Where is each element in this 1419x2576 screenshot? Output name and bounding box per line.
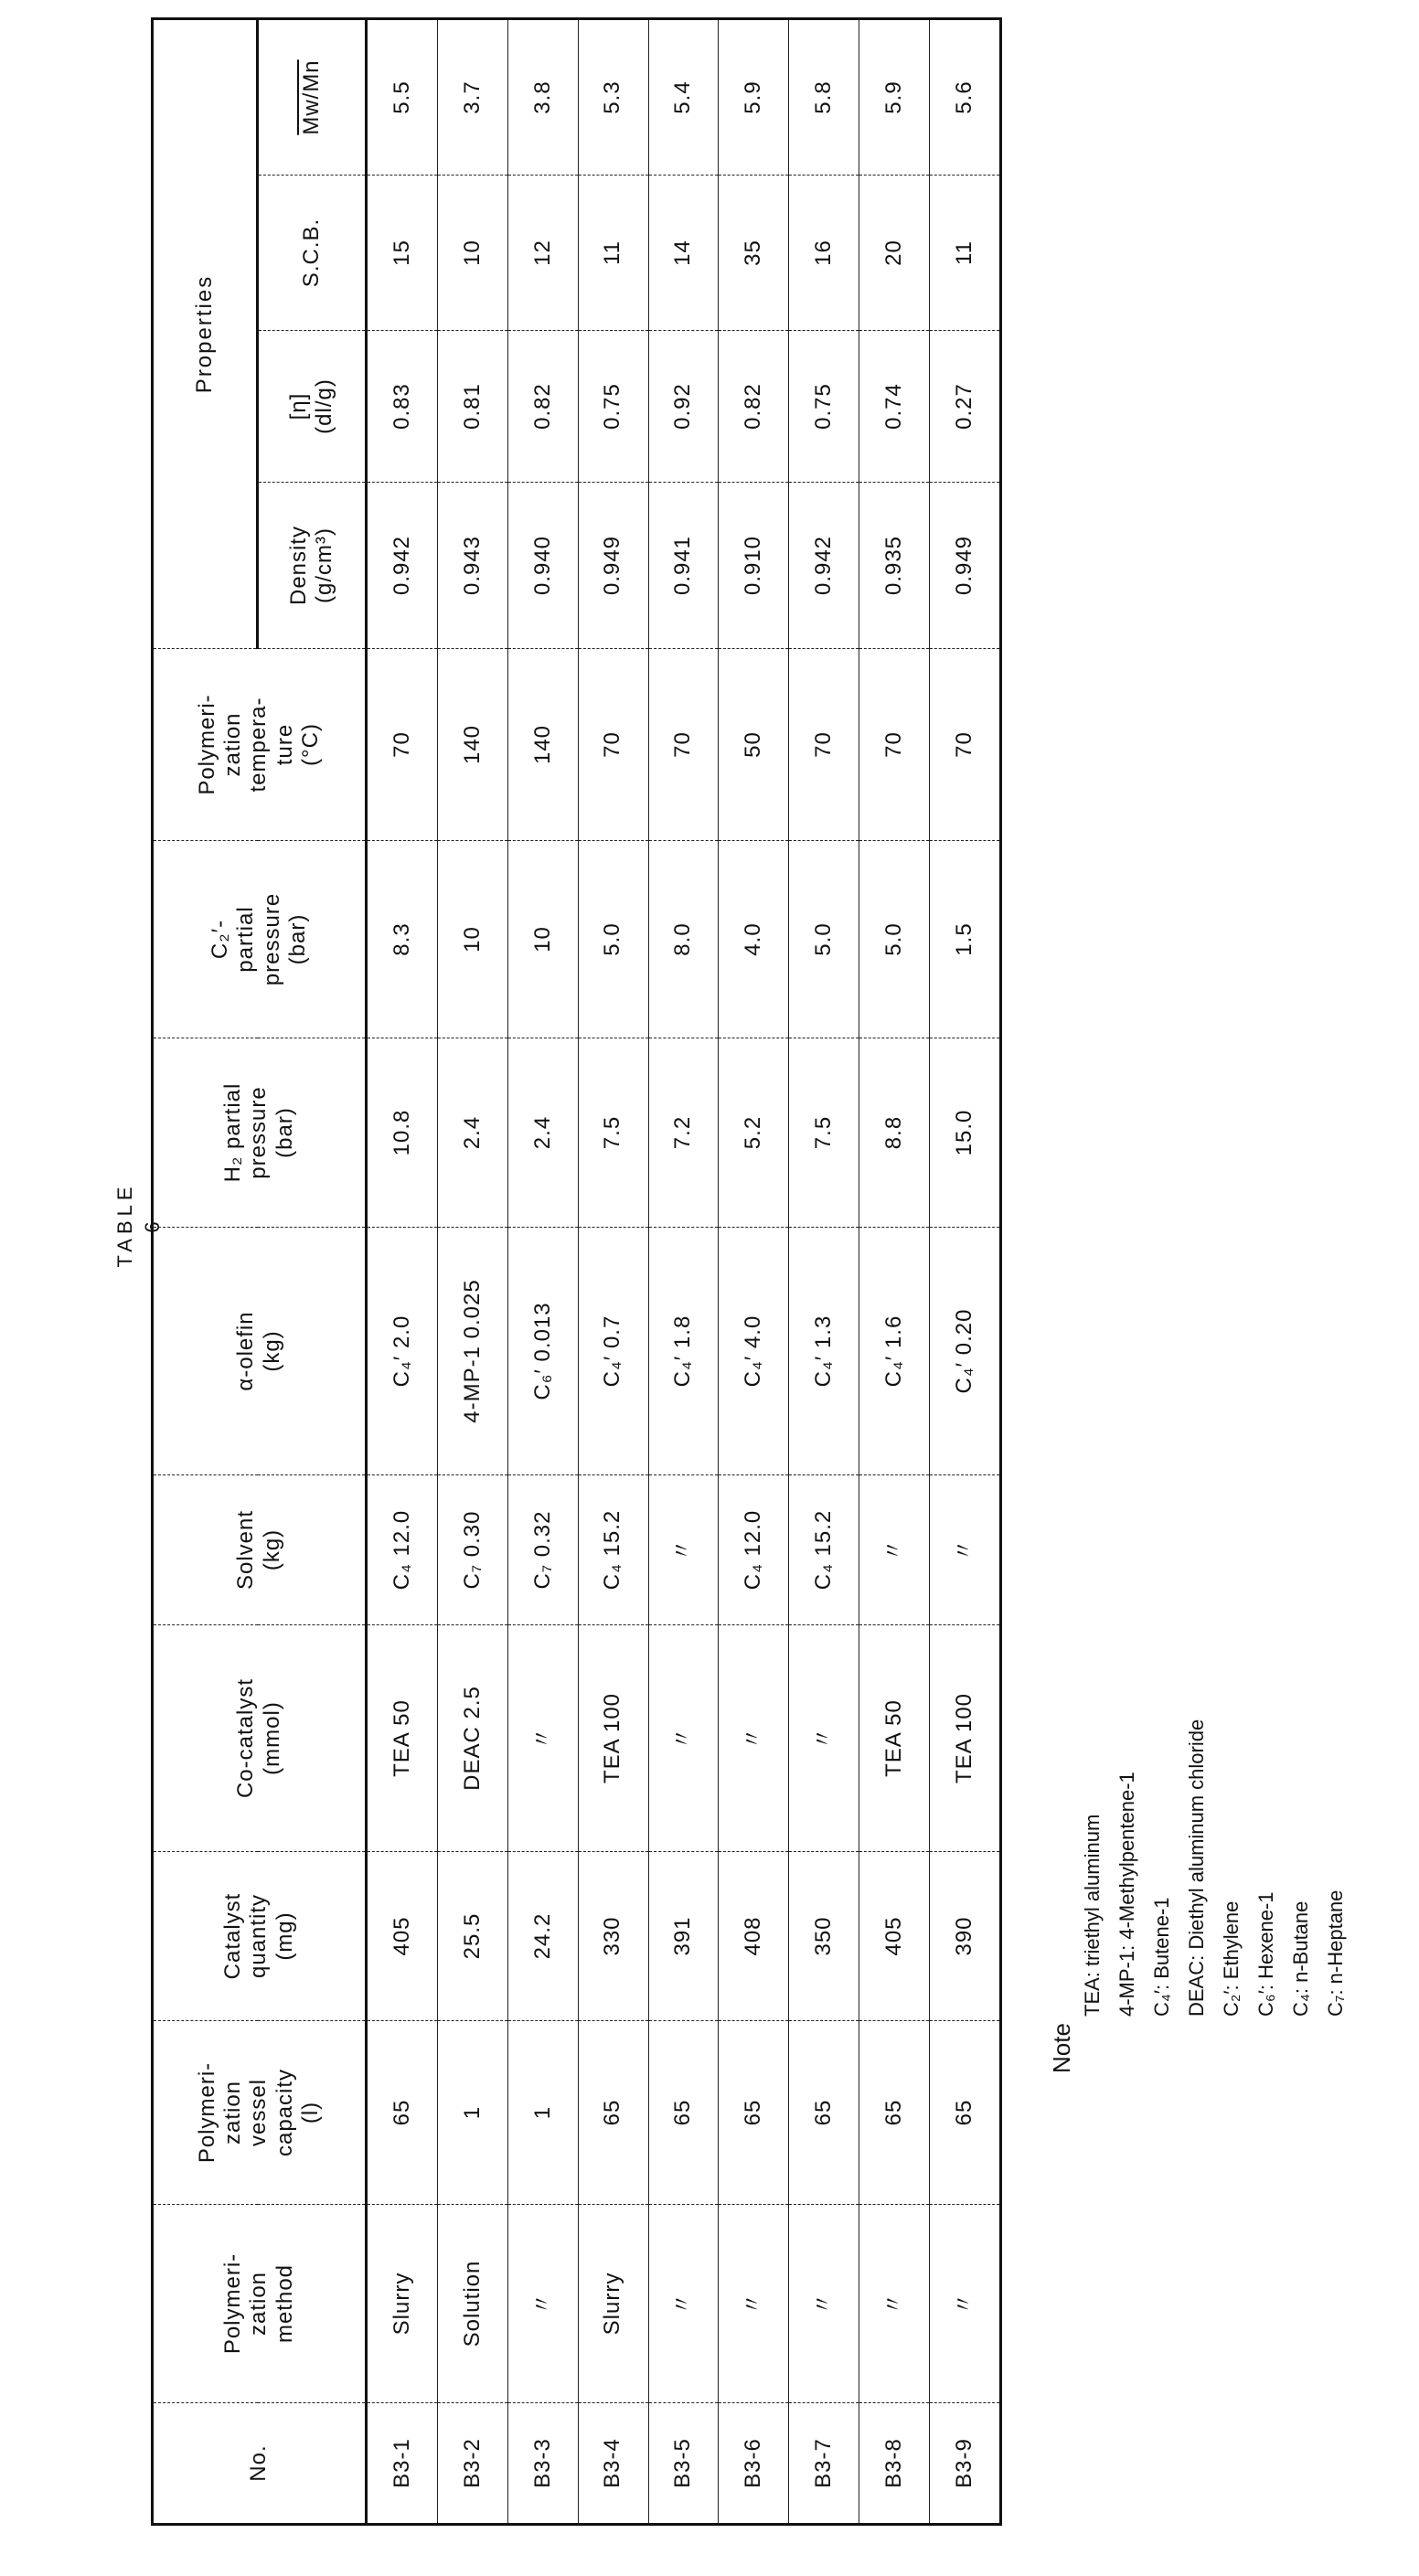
- cell-density: 0.941: [648, 483, 719, 649]
- header-no: No.: [153, 2403, 367, 2525]
- cell-scb: 35: [719, 176, 789, 331]
- cell-c2: 10: [507, 841, 578, 1038]
- cell-mwmn: 5.3: [578, 18, 648, 175]
- cell-eta: 0.75: [578, 331, 648, 483]
- cell-h2: 10.8: [367, 1038, 438, 1228]
- header-solvent: Solvent (kg): [153, 1475, 367, 1625]
- cell-method: 〃: [507, 2205, 578, 2403]
- cell-mwmn: 5.5: [367, 18, 438, 175]
- cell-scb: 11: [930, 176, 1001, 331]
- cell-vessel: 1: [507, 2021, 578, 2205]
- cell-c2: 8.0: [648, 841, 719, 1038]
- cell-scb: 11: [578, 176, 648, 331]
- cell-no: B3-7: [789, 2403, 859, 2525]
- cell-cocatalyst: 〃: [648, 1625, 719, 1852]
- cell-c2: 5.0: [578, 841, 648, 1038]
- cell-density: 0.949: [930, 483, 1001, 649]
- cell-scb: 16: [789, 176, 859, 331]
- cell-eta: 0.81: [437, 331, 507, 483]
- cell-density: 0.935: [859, 483, 930, 649]
- cell-solvent: C₇ 0.32: [507, 1475, 578, 1625]
- cell-c2: 1.5: [930, 841, 1001, 1038]
- cell-catalyst: 330: [578, 1852, 648, 2021]
- cell-mwmn: 5.4: [648, 18, 719, 175]
- cell-temp: 70: [859, 649, 930, 841]
- cell-vessel: 65: [648, 2021, 719, 2205]
- cell-solvent: C₄ 15.2: [578, 1475, 648, 1625]
- cell-no: B3-2: [437, 2403, 507, 2525]
- cell-solvent: C₄ 12.0: [719, 1475, 789, 1625]
- cell-cocatalyst: 〃: [719, 1625, 789, 1852]
- header-c2-pressure: C₂′- partial pressure (bar): [153, 841, 367, 1038]
- cell-eta: 0.92: [648, 331, 719, 483]
- cell-c2: 8.3: [367, 841, 438, 1038]
- cell-h2: 8.8: [859, 1038, 930, 1228]
- cell-vessel: 65: [859, 2021, 930, 2205]
- note-line: C₆′: Hexene-1: [1254, 1891, 1277, 2017]
- table-row: [367, 18, 438, 2524]
- cell-no: B3-3: [507, 2403, 578, 2525]
- cell-cocatalyst: TEA 50: [367, 1625, 438, 1852]
- header-method: Polymeri- zation method: [153, 2205, 367, 2403]
- cell-density: 0.943: [437, 483, 507, 649]
- cell-c2: 5.0: [859, 841, 930, 1038]
- cell-c2: 4.0: [719, 841, 789, 1038]
- cell-method: 〃: [719, 2205, 789, 2403]
- cell-h2: 2.4: [507, 1038, 578, 1228]
- cell-temp: 70: [578, 649, 648, 841]
- cell-temp: 70: [789, 649, 859, 841]
- cell-scb: 20: [859, 176, 930, 331]
- cell-catalyst: 405: [859, 1852, 930, 2021]
- cell-olefin: C₄′ 1.8: [648, 1228, 719, 1475]
- cell-eta: 0.75: [789, 331, 859, 483]
- cell-temp: 50: [719, 649, 789, 841]
- cell-density: 0.910: [719, 483, 789, 649]
- table-row: [789, 18, 859, 2524]
- cell-solvent: C₇ 0.30: [437, 1475, 507, 1625]
- cell-scb: 12: [507, 176, 578, 331]
- cell-eta: 0.82: [507, 331, 578, 483]
- cell-scb: 14: [648, 176, 719, 331]
- cell-density: 0.942: [789, 483, 859, 649]
- header-catalyst: Catalyst quantity (mg): [153, 1852, 367, 2021]
- cell-vessel: 65: [789, 2021, 859, 2205]
- cell-mwmn: 3.8: [507, 18, 578, 175]
- cell-scb: 15: [367, 176, 438, 331]
- cell-catalyst: 391: [648, 1852, 719, 2021]
- cell-olefin: C₄′ 0.20: [930, 1228, 1001, 1475]
- cell-solvent: C₄ 15.2: [789, 1475, 859, 1625]
- table-title: TABLE 6: [113, 1182, 164, 1268]
- cell-mwmn: 5.8: [789, 18, 859, 175]
- cell-c2: 5.0: [789, 841, 859, 1038]
- cell-eta: 0.83: [367, 331, 438, 483]
- table-row: [507, 18, 578, 2524]
- header-properties: Properties: [153, 18, 258, 648]
- cell-cocatalyst: 〃: [507, 1625, 578, 1852]
- cell-method: Solution: [437, 2205, 507, 2403]
- cell-mwmn: 5.9: [859, 18, 930, 175]
- cell-catalyst: 25.5: [437, 1852, 507, 2021]
- cell-vessel: 1: [437, 2021, 507, 2205]
- cell-catalyst: 390: [930, 1852, 1001, 2021]
- cell-olefin: C₄′ 1.6: [859, 1228, 930, 1475]
- cell-mwmn: 5.6: [930, 18, 1001, 175]
- cell-h2: 7.5: [578, 1038, 648, 1228]
- cell-no: B3-9: [930, 2403, 1001, 2525]
- table-row: [859, 18, 930, 2524]
- cell-catalyst: 405: [367, 1852, 438, 2021]
- cell-no: B3-1: [367, 2403, 438, 2525]
- cell-no: B3-6: [719, 2403, 789, 2525]
- cell-vessel: 65: [719, 2021, 789, 2205]
- cell-olefin: C₄′ 0.7: [578, 1228, 648, 1475]
- cell-olefin: 4-MP-1 0.025: [437, 1228, 507, 1475]
- note-line: TEA: triethyl aluminum: [1081, 1814, 1104, 2017]
- header-temperature: Polymeri- zation tempera- ture (°C): [153, 649, 367, 841]
- cell-temp: 70: [930, 649, 1001, 841]
- cell-density: 0.942: [367, 483, 438, 649]
- table-row: [648, 18, 719, 2524]
- table-row: [437, 18, 507, 2524]
- cell-method: 〃: [648, 2205, 719, 2403]
- cell-no: B3-4: [578, 2403, 648, 2525]
- note-line: C₂′: Ethylene: [1220, 1900, 1243, 2017]
- header-cocatalyst: Co-catalyst (mmol): [153, 1625, 367, 1852]
- cell-solvent: 〃: [859, 1475, 930, 1625]
- cell-vessel: 65: [367, 2021, 438, 2205]
- note-line: C₄′: Butene-1: [1150, 1897, 1173, 2017]
- cell-density: 0.949: [578, 483, 648, 649]
- data-table: [151, 17, 1002, 2526]
- header-alpha-olefin: α-olefin (kg): [153, 1228, 367, 1475]
- cell-no: B3-8: [859, 2403, 930, 2525]
- cell-method: 〃: [789, 2205, 859, 2403]
- cell-method: Slurry: [578, 2205, 648, 2403]
- cell-olefin: C₄′ 4.0: [719, 1228, 789, 1475]
- cell-temp: 70: [367, 649, 438, 841]
- note-line: 4-MP-1: 4-Methylpentene-1: [1115, 1772, 1138, 2017]
- cell-temp: 140: [437, 649, 507, 841]
- cell-h2: 7.2: [648, 1038, 719, 1228]
- table-container: [151, 20, 984, 2526]
- table-row: [578, 18, 648, 2524]
- header-mw-mn: Mw/Mn: [258, 18, 367, 175]
- cell-c2: 10: [437, 841, 507, 1038]
- cell-vessel: 65: [930, 2021, 1001, 2205]
- note-line: DEAC: Diethyl aluminum chloride: [1185, 1719, 1208, 2017]
- cell-eta: 0.27: [930, 331, 1001, 483]
- cell-catalyst: 24.2: [507, 1852, 578, 2021]
- cell-eta: 0.74: [859, 331, 930, 483]
- cell-method: 〃: [930, 2205, 1001, 2403]
- cell-h2: 5.2: [719, 1038, 789, 1228]
- cell-solvent: 〃: [648, 1475, 719, 1625]
- cell-cocatalyst: DEAC 2.5: [437, 1625, 507, 1852]
- cell-no: B3-5: [648, 2403, 719, 2525]
- cell-solvent: 〃: [930, 1475, 1001, 1625]
- cell-mwmn: 5.9: [719, 18, 789, 175]
- header-vessel: Polymeri- zation vessel capacity (l): [153, 2021, 367, 2205]
- header-density: Density (g/cm³): [258, 483, 367, 649]
- note-block: [1049, 1433, 1360, 2073]
- header-h2-pressure: H₂ partial pressure (bar): [153, 1038, 367, 1228]
- cell-method: 〃: [859, 2205, 930, 2403]
- cell-vessel: 65: [578, 2021, 648, 2205]
- cell-mwmn: 3.7: [437, 18, 507, 175]
- cell-scb: 10: [437, 176, 507, 331]
- cell-h2: 15.0: [930, 1038, 1001, 1228]
- cell-density: 0.940: [507, 483, 578, 649]
- cell-olefin: C₄′ 2.0: [367, 1228, 438, 1475]
- cell-cocatalyst: 〃: [789, 1625, 859, 1852]
- cell-temp: 140: [507, 649, 578, 841]
- cell-catalyst: 408: [719, 1852, 789, 2021]
- header-eta: [η] (dl/g): [258, 331, 367, 483]
- cell-cocatalyst: TEA 50: [859, 1625, 930, 1852]
- cell-cocatalyst: TEA 100: [930, 1625, 1001, 1852]
- table-row: [719, 18, 789, 2524]
- cell-h2: 2.4: [437, 1038, 507, 1228]
- cell-h2: 7.5: [789, 1038, 859, 1228]
- header-scb: S.C.B.: [258, 176, 367, 331]
- table-row: [930, 18, 1001, 2524]
- cell-olefin: C₆′ 0.013: [507, 1228, 578, 1475]
- cell-catalyst: 350: [789, 1852, 859, 2021]
- note-heading: Note: [1048, 2023, 1075, 2073]
- note-line: C₇: n-Heptane: [1324, 1889, 1347, 2017]
- cell-method: Slurry: [367, 2205, 438, 2403]
- cell-cocatalyst: TEA 100: [578, 1625, 648, 1852]
- note-line: C₄: n-Butane: [1289, 1900, 1312, 2017]
- cell-solvent: C₄ 12.0: [367, 1475, 438, 1625]
- cell-temp: 70: [648, 649, 719, 841]
- cell-eta: 0.82: [719, 331, 789, 483]
- cell-olefin: C₄′ 1.3: [789, 1228, 859, 1475]
